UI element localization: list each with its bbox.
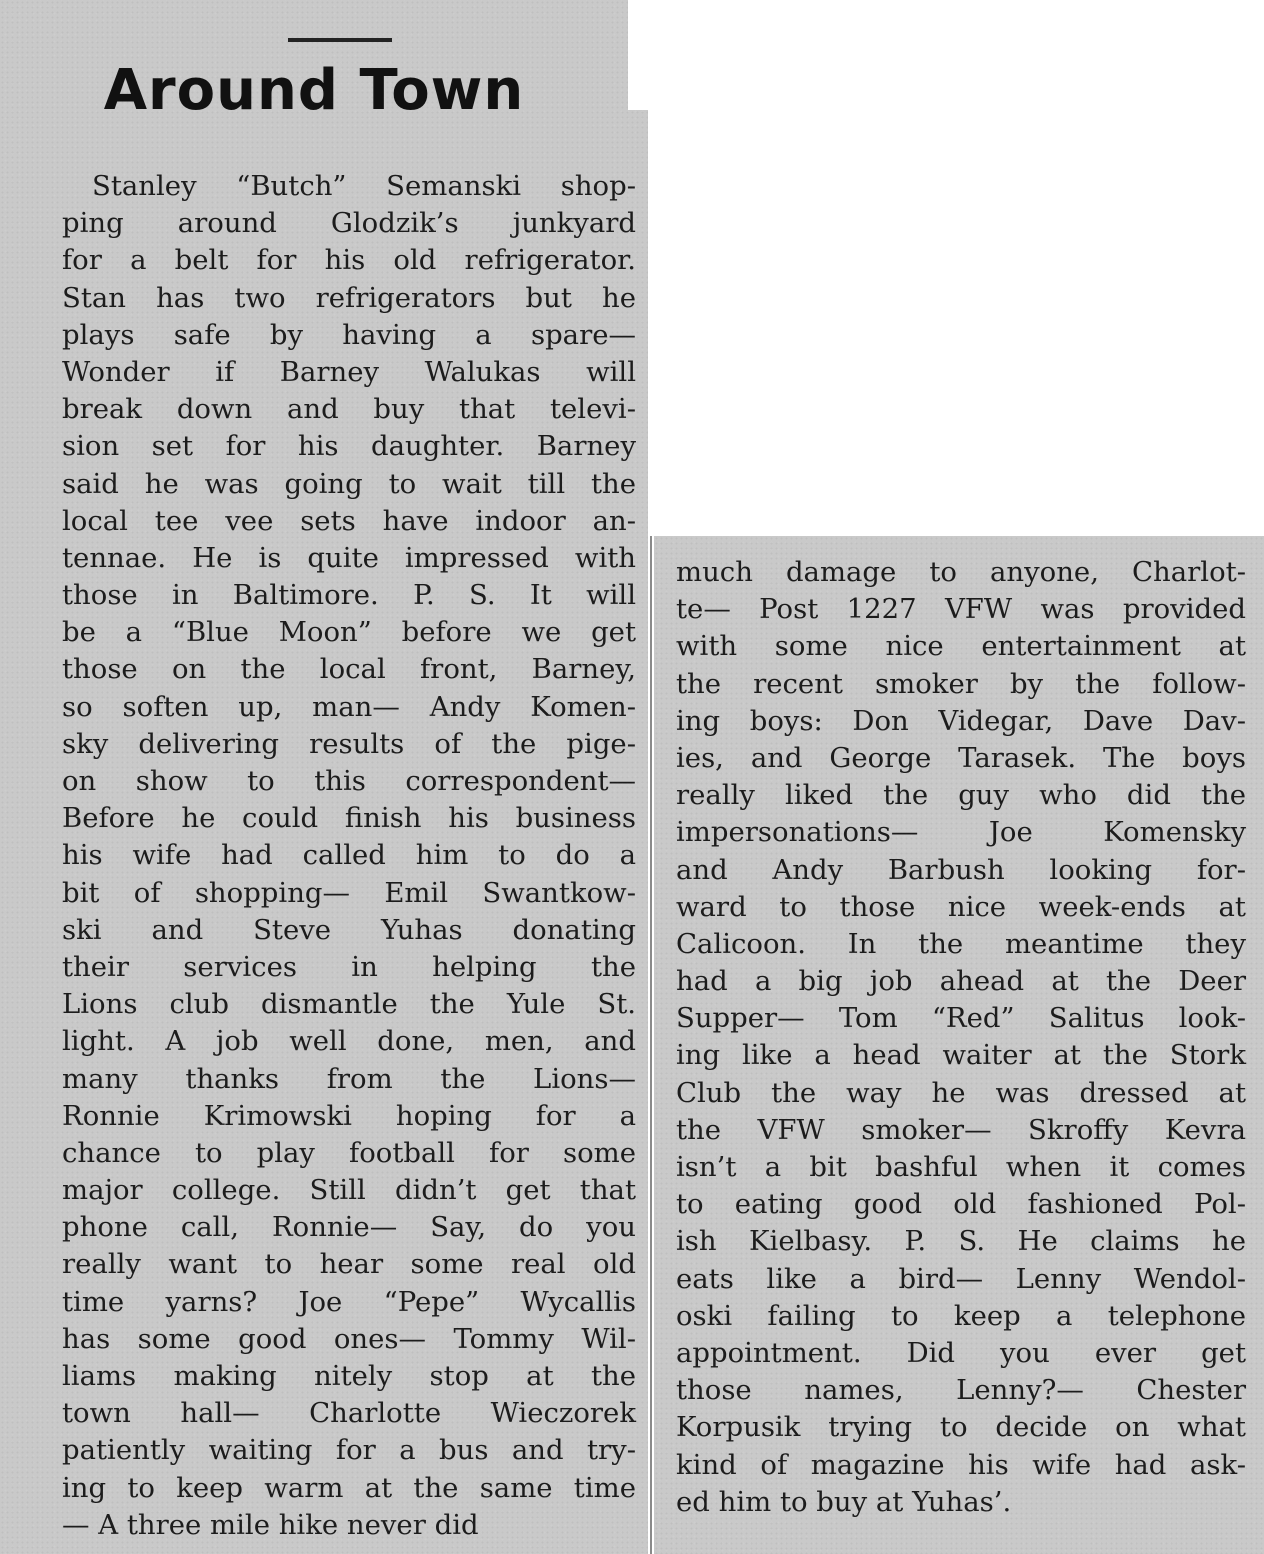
article-column-right [676, 554, 1246, 1521]
article-line: ping around Glodzik’s junkyard [62, 207, 636, 240]
article-line: sky delivering results of the pige- [62, 727, 636, 760]
article-line: Supper— Tom “Red” Salitus look- [676, 1002, 1246, 1035]
article-line: Ronnie Krimowski hoping for a [62, 1099, 636, 1132]
article-line: patiently waiting for a bus and try- [62, 1434, 636, 1467]
article-line: Before he could finish his business [62, 802, 636, 835]
article-line: kind of magazine his wife had ask- [676, 1448, 1246, 1481]
article-line: Wonder if Barney Walukas will [62, 355, 636, 388]
article-line: ing like a head waiter at the Stork [676, 1039, 1246, 1072]
article-line: has some good ones— Tommy Wil- [62, 1322, 636, 1355]
article-line: many thanks from the Lions— [62, 1062, 636, 1095]
headline-rule [288, 38, 392, 42]
article-line: their services in helping the [62, 950, 636, 983]
article-column-left [62, 168, 636, 1544]
article-line: isn’t a bit bashful when it comes [676, 1151, 1246, 1183]
article-line: with some nice entertainment at [676, 630, 1246, 663]
article-line: much damage to anyone, Charlot- [676, 556, 1246, 588]
article-line: bit of shopping— Emil Swantkow- [62, 876, 636, 909]
article-line: major college. Still didn’t get that [62, 1174, 636, 1207]
column-divider [650, 536, 652, 1554]
article-line: town hall— Charlotte Wieczorek [62, 1397, 636, 1430]
article-line: Stanley “Butch” Semanski shop- [92, 170, 636, 202]
article-line: te— Post 1227 VFW was provided [676, 593, 1246, 626]
article-line: those names, Lenny?— Chester [676, 1374, 1246, 1407]
article-line: appointment. Did you ever get [676, 1336, 1246, 1369]
article-line: ski and Steve Yuhas donating [62, 913, 636, 946]
article-line: sion set for his daughter. Barney [62, 430, 636, 463]
article-line: Club the way he was dressed at [676, 1076, 1246, 1109]
article-line: — A three mile hike never did [62, 1508, 479, 1541]
article-line: ies, and George Tarasek. The boys [676, 741, 1246, 774]
article-line: break down and buy that televi- [62, 393, 636, 426]
article-line: really want to hear some real old [62, 1248, 636, 1281]
article-line: phone call, Ronnie— Say, do you [62, 1211, 636, 1244]
article-line: impersonations— Joe Komensky [676, 816, 1246, 849]
article-line: really liked the guy who did the [676, 779, 1246, 812]
article-line: those on the local front, Barney, [62, 653, 636, 686]
article-line: ish Kielbasy. P. S. He claims he [676, 1225, 1246, 1258]
article-line: so soften up, man— Andy Komen- [62, 690, 636, 723]
article-line: light. A job well done, men, and [62, 1025, 636, 1058]
article-line: those in Baltimore. P. S. It will [62, 579, 636, 612]
article-line: ed him to buy at Yuhas’. [676, 1485, 1012, 1518]
article-line: tennae. He is quite impressed with [62, 541, 636, 574]
article-line: Korpusik trying to decide on what [676, 1411, 1246, 1444]
article-headline: Around Town [103, 58, 525, 123]
article-line: and Andy Barbush looking for- [676, 853, 1246, 886]
article-line: ing to keep warm at the same time [62, 1471, 636, 1504]
article-line: had a big job ahead at the Deer [676, 965, 1246, 998]
article-line: plays safe by having a spare— [62, 318, 636, 351]
article-line: ward to those nice week-ends at [676, 890, 1246, 923]
article-line: chance to play football for some [62, 1136, 636, 1169]
article-line: liams making nitely stop at the [62, 1360, 636, 1392]
article-line: on show to this correspondent— [62, 765, 636, 797]
article-line: time yarns? Joe “Pepe” Wycallis [62, 1285, 636, 1318]
article-line: the VFW smoker— Skroffy Kevra [676, 1113, 1246, 1146]
article-line: be a “Blue Moon” before we get [62, 616, 636, 649]
article-line: Lions club dismantle the Yule St. [62, 988, 636, 1021]
article-line: his wife had called him to do a [62, 839, 636, 872]
article-line: to eating good old fashioned Pol- [676, 1188, 1246, 1221]
article-line: eats like a bird— Lenny Wendol- [676, 1262, 1246, 1295]
article-line: ing boys: Don Videgar, Dave Dav- [676, 704, 1246, 737]
article-line: for a belt for his old refrigerator. [62, 244, 636, 277]
article-line: the recent smoker by the follow- [676, 667, 1246, 700]
article-line: said he was going to wait till the [62, 467, 636, 500]
article-line: Stan has two refrigerators but he [62, 281, 636, 314]
article-line: Calicoon. In the meantime they [676, 927, 1246, 960]
article-line: oski failing to keep a telephone [676, 1299, 1246, 1332]
clipping-notch [628, 0, 648, 110]
article-line: local tee vee sets have indoor an- [62, 504, 636, 537]
